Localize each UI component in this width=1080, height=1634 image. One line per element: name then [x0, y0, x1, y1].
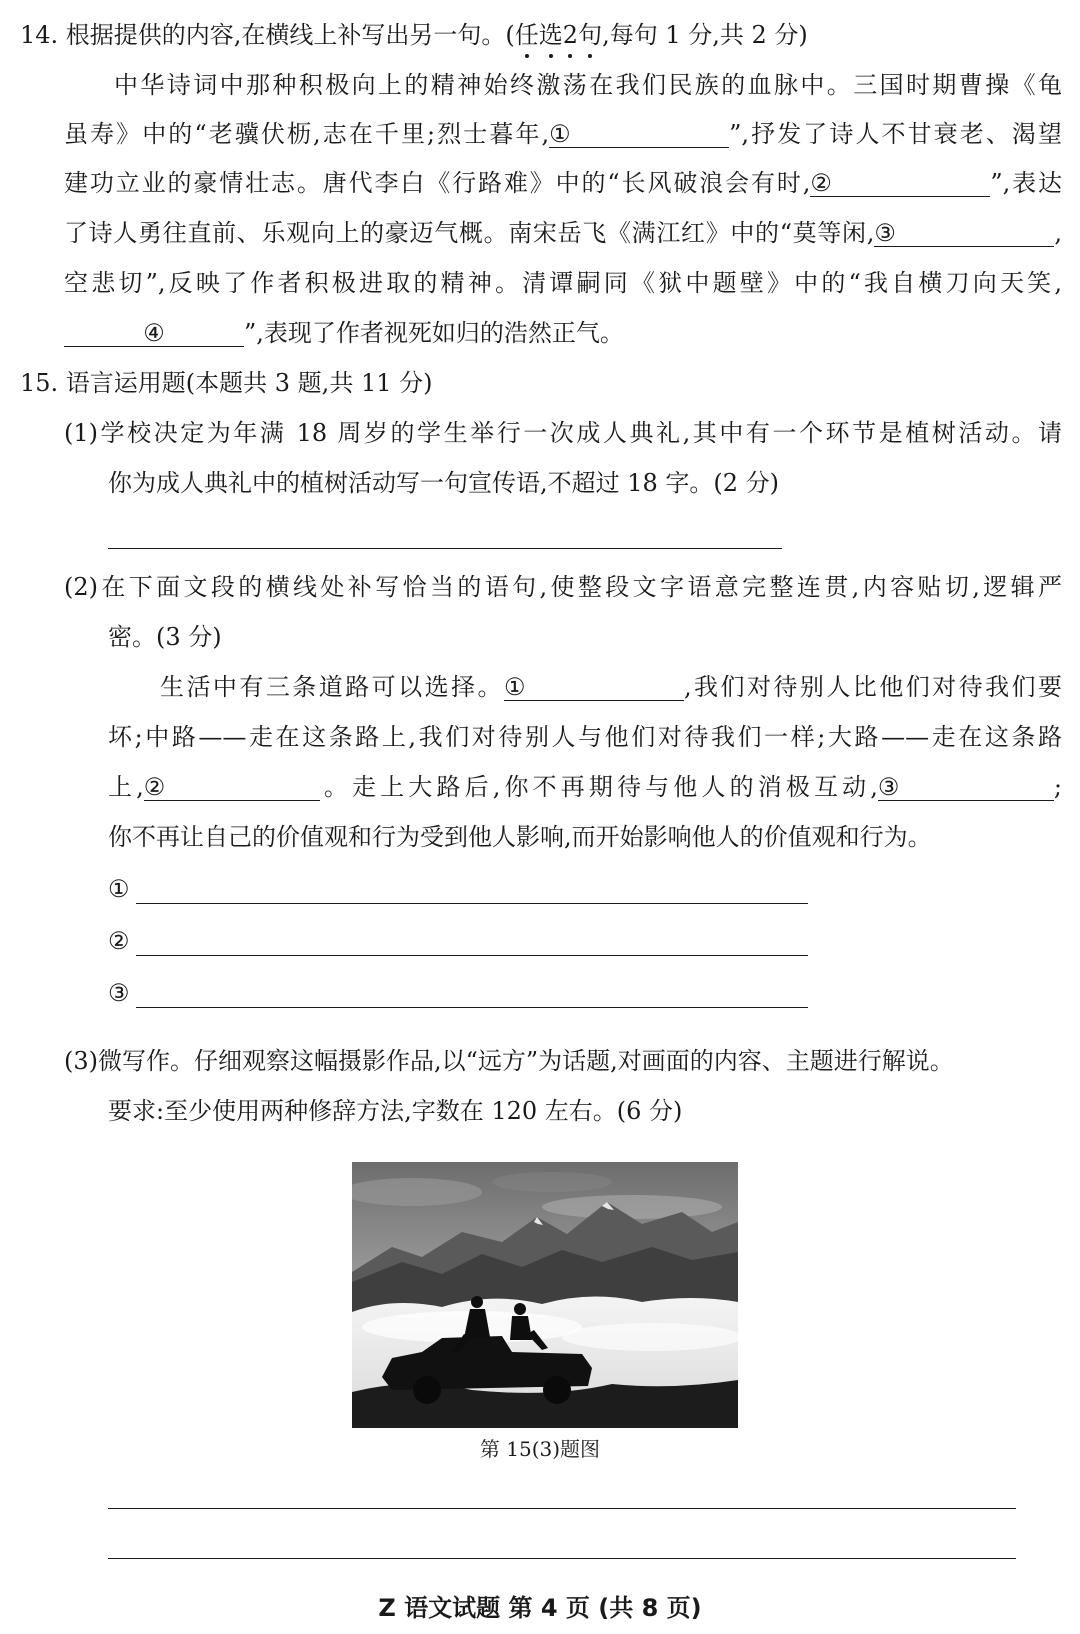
q15-2-text-1: 生活中有三条道路可以选择。① ,我们对待别人比他们对待我们要	[160, 673, 1062, 701]
fill-blank-1[interactable]: ①	[549, 121, 729, 148]
answer-label-3: ③	[108, 979, 130, 1007]
q15-2-line-1: (2)在下面文段的横线处补写恰当的语句,使整段文字语意完整连贯,内容贴切,逻辑严	[64, 573, 1062, 601]
answer-line-15-2-1[interactable]	[136, 903, 808, 904]
q14-line-6: ④ ”,表现了作者视死如归的浩然正气。	[64, 318, 624, 348]
q14-line-4: 了诗人勇往直前、乐观向上的豪迈气概。南宋岳飞《满江红》中的“莫等闲,③ ,	[64, 219, 1062, 247]
answer-line-15-2-2[interactable]	[136, 955, 808, 956]
q14-line-3: 建功立业的豪情壮志。唐代李白《行路难》中的“长风破浪会有时,② ”,表达	[64, 169, 1062, 197]
answer-line-15-1[interactable]	[108, 548, 782, 549]
landscape-photo	[352, 1162, 738, 1428]
fill-blank-15-2-3[interactable]: ③	[878, 774, 1054, 801]
page-footer: Z 语文试题 第 4 页 (共 8 页)	[378, 1594, 702, 1622]
answer-label-1: ①	[108, 875, 130, 903]
emphasis-char: 句	[578, 21, 603, 49]
answer-label-2: ②	[108, 927, 130, 955]
q15-2-text-3: 上,② 。走上大路后,你不再期待与他人的消极互动,③ ;	[108, 773, 1062, 801]
q14-line-1: 中华诗词中那种积极向上的精神始终激荡在我们民族的血脉中。三国时期曹操《龟	[114, 71, 1062, 99]
fill-blank-3[interactable]: ③	[874, 220, 1054, 247]
q15-title: 15. 语言运用题(本题共 3 题,共 11 分)	[20, 369, 433, 397]
fill-blank-15-2-2[interactable]: ②	[144, 774, 320, 801]
q15-2-text-2: 坏;中路——走在这条路上,我们对待别人与他们对待我们一样;大路——走在这条路	[108, 723, 1062, 751]
q15-1-line-2: 你为成人典礼中的植树活动写一句宣传语,不超过 18 字。(2 分)	[108, 469, 780, 497]
fill-blank-2[interactable]: ②	[810, 170, 990, 197]
q14-line-5: 空悲切”,反映了作者积极进取的精神。清谭嗣同《狱中题壁》中的“我自横刀向天笑,	[64, 269, 1062, 297]
q15-2-line-2: 密。(3 分)	[108, 623, 222, 651]
fill-blank-15-2-1[interactable]: ①	[504, 674, 684, 701]
q14-line-2: 虽寿》中的“老骥伏枥,志在千里;烈士暮年,① ”,抒发了诗人不甘衰老、渴望	[64, 120, 1062, 148]
figure-caption: 第 15(3)题图	[479, 1437, 601, 1461]
q15-3-line-1: (3)微写作。仔细观察这幅摄影作品,以“远方”为话题,对画面的内容、主题进行解说。	[64, 1047, 954, 1075]
q14-title: 14. 根据提供的内容,在横线上补写出另一句。(任选2句,每句 1 分,共 2 分)	[20, 21, 808, 49]
answer-line-15-3-2[interactable]	[108, 1558, 1016, 1559]
emphasis-char: 任	[514, 21, 539, 49]
fill-blank-4[interactable]: ④	[64, 320, 244, 347]
emphasis-char: 2	[562, 21, 579, 49]
q15-1-line-1: (1)学校决定为年满 18 周岁的学生举行一次成人典礼,其中有一个环节是植树活动。请	[64, 419, 1062, 447]
answer-line-15-3-1[interactable]	[108, 1508, 1016, 1509]
emphasis-char: 选	[538, 21, 563, 49]
answer-line-15-2-3[interactable]	[136, 1007, 808, 1008]
q15-2-text-4: 你不再让自己的价值观和行为受到他人影响,而开始影响他人的价值观和行为。	[108, 823, 932, 851]
q15-3-line-2: 要求:至少使用两种修辞方法,字数在 120 左右。(6 分)	[108, 1097, 683, 1125]
